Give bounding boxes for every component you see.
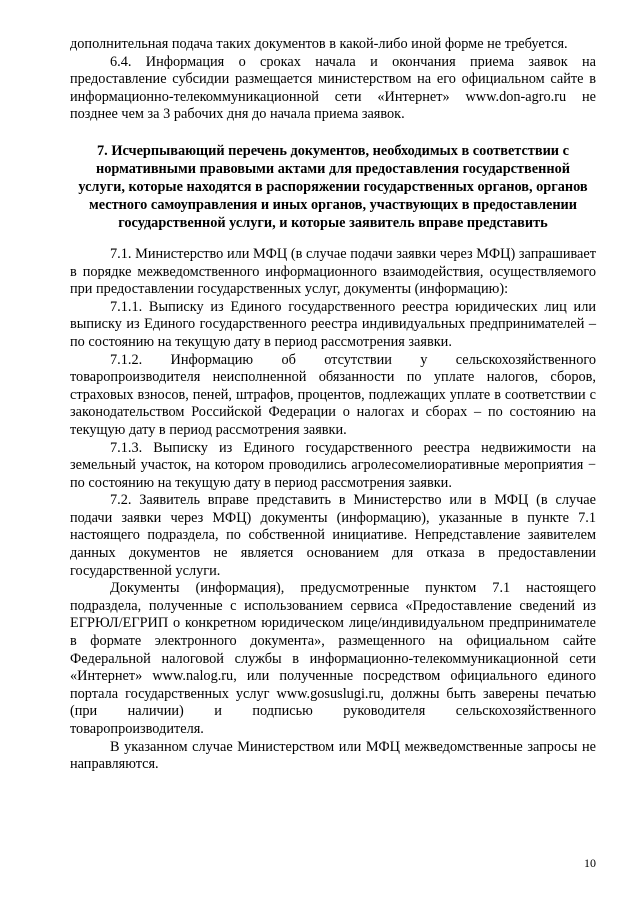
- page-number: 10: [584, 856, 596, 870]
- paragraph-no-requests: В указанном случае Министерством или МФЦ межведомственные запросы не направляются.: [70, 738, 596, 773]
- paragraph-documents-certification: Документы (информация), предусмотренные пунктом 7.1 настоящего подраздела, полученные с использованием сервиса «Предоставление сведений из ЕГРЮЛ/ЕГРИП о конкретном юридическом лице/индивидуальном предпринимателе в формате электронного документа», размещенного на официальном сайте Федеральной налоговой службы в информационно-телекоммуникационной сети «Интернет» www.nalog.ru, или полученные посредством официального единого портала государственных услуг www.gosuslugi.ru, должны быть заверены печатью (при наличии) и подписью руководителя сельскохозяйственного товаропроизводителя.: [70, 580, 596, 737]
- paragraph-7-1-1: 7.1.1. Выписку из Единого государственного реестра юридических лиц или выписку из Единого государственного реестра индивидуальных предпринимателей – по состоянию на текущую дату в период рассмотрения заявки.: [70, 298, 596, 350]
- paragraph-7-1-2: 7.1.2. Информацию об отсутствии у сельскохозяйственного товаропроизводителя неисполненной обязанности по уплате налогов, сборов, страховых взносов, пеней, штрафов, процентов, подлежащих уплате в соответствии с законодательством Российской Федерации о налогах и сборах – по состоянию на текущую дату в период рассмотрения заявки.: [70, 351, 596, 438]
- paragraph-6-4: 6.4. Информация о сроках начала и окончания приема заявок на предоставление субсидии размещается министерством на его официальном сайте в информационно-телекоммуникационной сети «Интернет» www.don-agro.ru не позднее чем за 3 рабочих дня до начала приема заявок.: [70, 53, 596, 123]
- paragraph-continuation: дополнительная подача таких документов в какой-либо иной форме не требуется.: [70, 36, 568, 52]
- text-column: [70, 36, 596, 774]
- paragraph-7-2: 7.2. Заявитель вправе представить в Министерство или в МФЦ (в случае подачи заявки через МФЦ) документы (информацию), указанные в пункте 7.1 настоящего подраздела, по собственной инициативе. Непредставление заявителем данных документов не является основанием для отказа в предоставлении государственной услуги.: [70, 492, 596, 579]
- paragraph-7-1: 7.1. Министерство или МФЦ (в случае подачи заявки через МФЦ) запрашивает в порядке межведомственного информационного взаимодействия, осуществляемого при предоставлении государственных услуг, документы (информацию):: [70, 245, 596, 298]
- section-7-heading: 7. Исчерпывающий перечень документов, необходимых в соответствии с нормативными правовыми актами для предоставления государственной услуги, которые находятся в распоряжении государственных органов, органов местного самоуправления и иных органов, участвующих в предоставлении государственной услуги, и которые заявитель вправе представить: [78, 142, 588, 231]
- paragraph-7-1-3: 7.1.3. Выписку из Единого государственного реестра недвижимости на земельный участок, на котором проводились агролесомелиоративные мероприятия − по состоянию на текущую дату в период рассмотрения заявки.: [70, 439, 596, 491]
